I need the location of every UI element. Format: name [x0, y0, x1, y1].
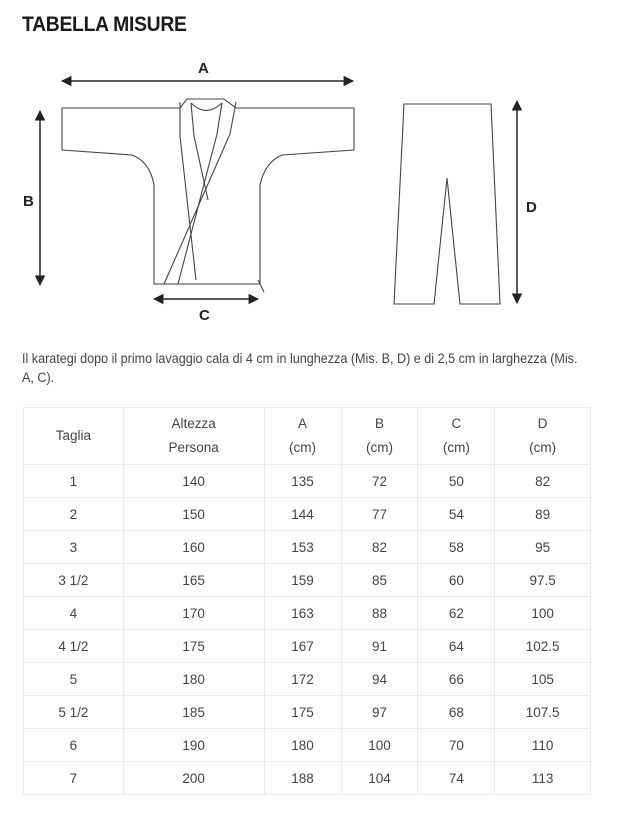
- table-cell: 94: [341, 663, 418, 696]
- column-header: [264, 408, 341, 465]
- table-cell: 2: [24, 498, 124, 531]
- column-header-line2: (cm): [529, 440, 557, 455]
- table-cell: 150: [123, 498, 264, 531]
- table-cell: 97.5: [495, 564, 591, 597]
- label-b: B: [23, 193, 34, 210]
- table-cell: 72: [341, 465, 418, 498]
- table-cell: 160: [123, 531, 264, 564]
- table-row: [24, 531, 591, 564]
- table-row: [24, 498, 591, 531]
- table-cell: 153: [264, 531, 341, 564]
- table-cell: 77: [341, 498, 418, 531]
- table-cell: 100: [495, 597, 591, 630]
- table-cell: 200: [123, 762, 264, 795]
- table-cell: 85: [341, 564, 418, 597]
- table-cell: 5: [24, 663, 124, 696]
- table-cell: 188: [264, 762, 341, 795]
- table-cell: 185: [123, 696, 264, 729]
- table-cell: 54: [418, 498, 495, 531]
- table-cell: 3 1/2: [24, 564, 124, 597]
- table-cell: 175: [123, 630, 264, 663]
- table-cell: 165: [123, 564, 264, 597]
- table-cell: 100: [341, 729, 418, 762]
- table-row: [24, 729, 591, 762]
- table-cell: 135: [264, 465, 341, 498]
- table-cell: 159: [264, 564, 341, 597]
- column-header: [495, 408, 591, 465]
- table-cell: 170: [123, 597, 264, 630]
- table-cell: 58: [418, 531, 495, 564]
- table-cell: 97: [341, 696, 418, 729]
- table-cell: 144: [264, 498, 341, 531]
- table-cell: 175: [264, 696, 341, 729]
- table-cell: 1: [24, 465, 124, 498]
- table-row: [24, 696, 591, 729]
- table-row: [24, 630, 591, 663]
- column-header: [418, 408, 495, 465]
- column-header-line1: C: [451, 416, 462, 431]
- column-header-line1: A: [298, 416, 308, 431]
- trousers-drawing: [394, 104, 500, 304]
- table-cell: 3: [24, 531, 124, 564]
- table-cell: 7: [24, 762, 124, 795]
- column-header-line1: Taglia: [55, 428, 91, 443]
- column-header-line2: (cm): [289, 440, 317, 455]
- column-header-line2: (cm): [442, 440, 470, 455]
- label-c: C: [199, 307, 210, 324]
- table-cell: 172: [264, 663, 341, 696]
- table-cell: 82: [495, 465, 591, 498]
- table-cell: 4: [24, 597, 124, 630]
- table-cell: 89: [495, 498, 591, 531]
- table-header-row: [24, 408, 591, 465]
- table-cell: 140: [123, 465, 264, 498]
- table-cell: 105: [495, 663, 591, 696]
- column-header-line2: Persona: [168, 440, 219, 455]
- table-cell: 95: [495, 531, 591, 564]
- size-table: [23, 407, 591, 795]
- table-cell: 6: [24, 729, 124, 762]
- table-cell: 66: [418, 663, 495, 696]
- label-d: D: [526, 199, 537, 216]
- table-cell: 180: [264, 729, 341, 762]
- table-cell: 68: [418, 696, 495, 729]
- table-cell: 82: [341, 531, 418, 564]
- table-cell: 62: [418, 597, 495, 630]
- column-header-line2: (cm): [365, 440, 393, 455]
- column-header-line1: B: [374, 416, 384, 431]
- column-header: [24, 408, 124, 465]
- column-header: [341, 408, 418, 465]
- table-row: [24, 663, 591, 696]
- size-diagram: [0, 0, 640, 340]
- table-row: [24, 465, 591, 498]
- jacket-drawing: [62, 99, 354, 292]
- table-body: [24, 465, 591, 795]
- column-header-line1: D: [537, 416, 548, 431]
- table-row: [24, 762, 591, 795]
- table-cell: 167: [264, 630, 341, 663]
- table-cell: 4 1/2: [24, 630, 124, 663]
- table-cell: 70: [418, 729, 495, 762]
- table-cell: 104: [341, 762, 418, 795]
- shrinkage-note: Il karategi dopo il primo lavaggio cala di 4 cm in lunghezza (Mis. B, D) e di 2,5 cm in larghezza (Mis. A, C).: [22, 351, 578, 385]
- table-row: [24, 597, 591, 630]
- table-cell: 64: [418, 630, 495, 663]
- column-header: [123, 408, 264, 465]
- table-cell: 110: [495, 729, 591, 762]
- table-cell: 107.5: [495, 696, 591, 729]
- label-a: A: [198, 60, 209, 77]
- table-cell: 102.5: [495, 630, 591, 663]
- table-cell: 180: [123, 663, 264, 696]
- page-title: TABELLA MISURE: [22, 13, 187, 36]
- table-cell: 91: [341, 630, 418, 663]
- table-cell: 113: [495, 762, 591, 795]
- table-cell: 5 1/2: [24, 696, 124, 729]
- table-cell: 50: [418, 465, 495, 498]
- table-cell: 74: [418, 762, 495, 795]
- table-row: [24, 564, 591, 597]
- table-cell: 190: [123, 729, 264, 762]
- table-cell: 163: [264, 597, 341, 630]
- column-header-line1: Altezza: [171, 416, 216, 431]
- table-cell: 88: [341, 597, 418, 630]
- table-cell: 60: [418, 564, 495, 597]
